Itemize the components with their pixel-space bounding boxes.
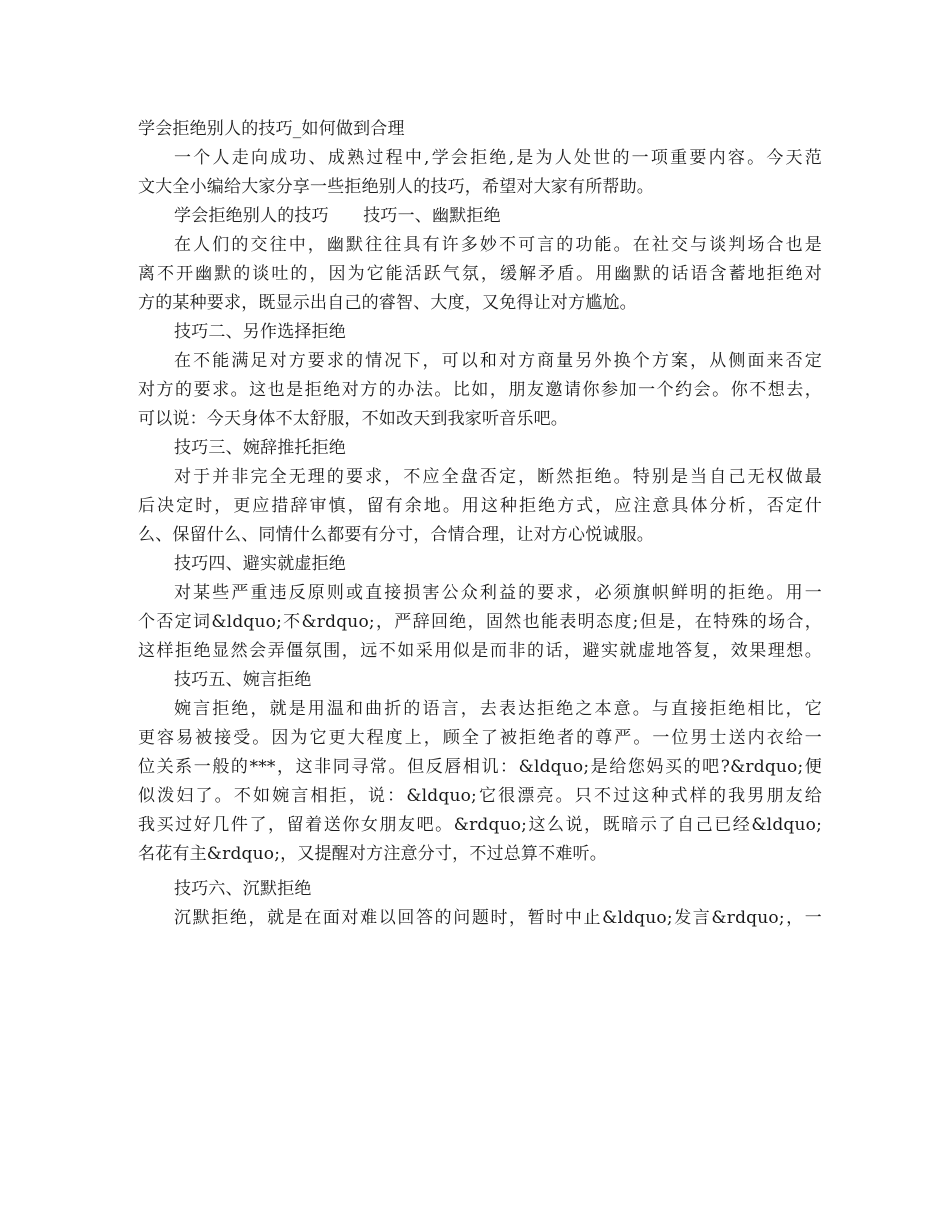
paragraph-line: 婉言拒绝，就是用温和曲折的语言，去表达拒绝之本意。与直接拒绝相比，它	[174, 699, 822, 719]
paragraph-line: 方的某种要求，既显示出自己的睿智、大度，又免得让对方尴尬。	[138, 293, 637, 313]
paragraph-line: 对方的要求。这也是拒绝对方的办法。比如，朋友邀请你参加一个约会。你不想去，	[138, 380, 822, 400]
section-heading: 技巧二、另作选择拒绝	[174, 322, 346, 342]
section-heading: 技巧三、婉辞推托拒绝	[174, 438, 346, 458]
section-heading: 技巧五、婉言拒绝	[174, 670, 312, 690]
section-heading: 技巧六、沉默拒绝	[174, 879, 312, 899]
paragraph-line: 名花有主&rdquo;，又提醒对方注意分寸，不过总算不难听。	[138, 844, 607, 864]
paragraph-line: 在人们的交往中，幽默往往具有许多妙不可言的功能。在社交与谈判场合也是	[174, 235, 822, 255]
paragraph-line: 对某些严重违反原则或直接损害公众利益的要求，必须旗帜鲜明的拒绝。用一	[174, 583, 822, 603]
paragraph-line: 这样拒绝显然会弄僵氛围，远不如采用似是而非的话，避实就虚地答复，效果理想。	[138, 641, 822, 661]
paragraph-line: 位关系一般的***，这非同寻常。但反唇相讥：&ldquo;是给您妈买的吧?&rdquo;便	[138, 757, 822, 777]
section-heading: 技巧四、避实就虚拒绝	[174, 554, 346, 574]
paragraph-line: 后决定时，更应措辞审慎，留有余地。用这种拒绝方式，应注意具体分析，否定什	[138, 496, 822, 516]
paragraph-line: 可以说：今天身体不太舒服，不如改天到我家听音乐吧。	[138, 409, 568, 429]
document-body	[138, 115, 822, 933]
paragraph-line: 更容易被接受。因为它更大程度上，顾全了被拒绝者的尊严。一位男士送内衣给一	[138, 728, 822, 748]
paragraph-line: 似泼妇了。不如婉言相拒，说：&ldquo;它很漂亮。只不过这种式样的我男朋友给	[138, 786, 822, 806]
paragraph-line: 文大全小编给大家分享一些拒绝别人的技巧，希望对大家有所帮助。	[138, 177, 654, 197]
paragraph-line: 对于并非完全无理的要求，不应全盘否定，断然拒绝。特别是当自己无权做最	[174, 467, 822, 487]
paragraph-line: 在不能满足对方要求的情况下，可以和对方商量另外换个方案，从侧面来否定	[174, 351, 822, 371]
paragraph-line: 离不开幽默的谈吐的，因为它能活跃气氛，缓解矛盾。用幽默的话语含蓄地拒绝对	[138, 264, 822, 284]
section-heading: 学会拒绝别人的技巧 技巧一、幽默拒绝	[174, 206, 501, 226]
paragraph-line: 沉默拒绝，就是在面对难以回答的问题时，暂时中止&ldquo;发言&rdquo;，一	[174, 908, 822, 928]
paragraph-line: 一个人走向成功、成熟过程中,学会拒绝,是为人处世的一项重要内容。今天范	[174, 148, 822, 168]
paragraph-line: 我买过好几件了，留着送你女朋友吧。&rdquo;这么说，既暗示了自己已经&ldquo;	[138, 815, 822, 835]
paragraph-line: 个否定词&ldquo;不&rdquo;，严辞回绝，固然也能表明态度;但是，在特殊的场合，	[138, 612, 822, 632]
paragraph-line: 么、保留什么、同情什么都要有分寸，合情合理，让对方心悦诚服。	[138, 525, 654, 545]
document-title: 学会拒绝别人的技巧_如何做到合理	[138, 119, 405, 139]
